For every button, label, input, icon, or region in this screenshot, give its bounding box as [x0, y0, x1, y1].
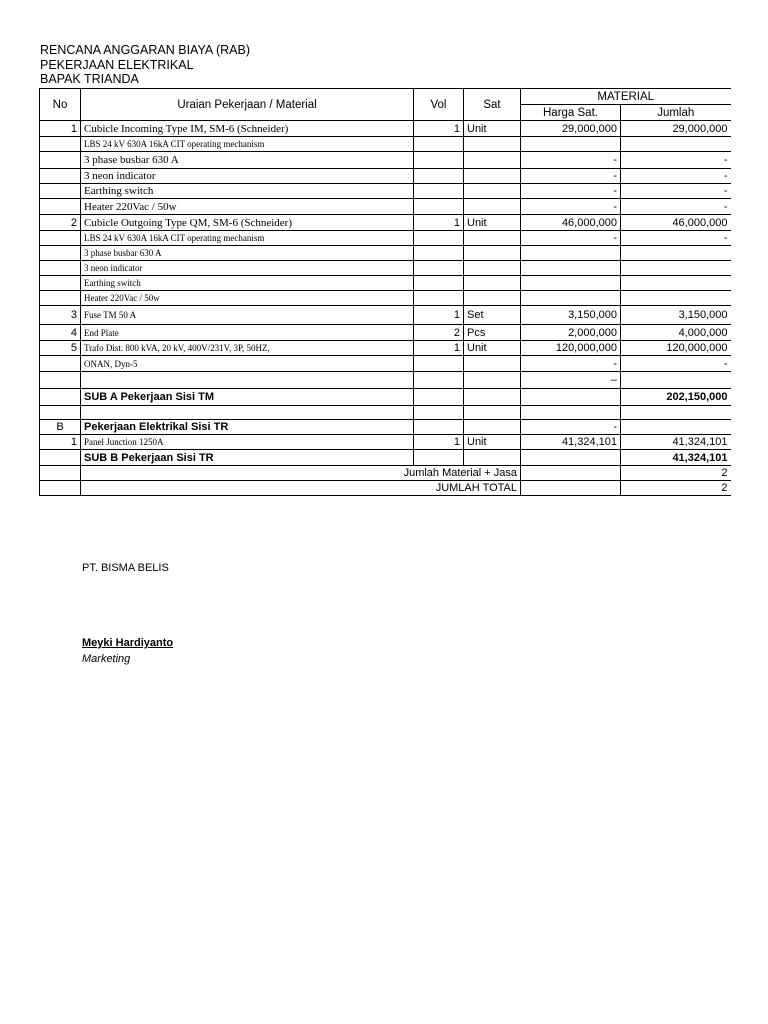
row-sat: Unit [464, 121, 521, 137]
row-sat: Set [464, 306, 521, 325]
company-name: PT. BISMA BELIS [82, 562, 169, 574]
row-vol: 1 [414, 306, 464, 325]
row-no [40, 169, 81, 184]
row-harga [521, 137, 621, 152]
total-harga [521, 466, 621, 481]
row-no [40, 231, 81, 246]
row-harga: 2,000,000 [521, 325, 621, 341]
total-row [40, 481, 731, 496]
row-sat: Unit [464, 341, 521, 356]
row-harga: 41,324,101 [521, 435, 621, 450]
table-row [40, 420, 731, 435]
table-row [40, 435, 731, 450]
row-harga [521, 276, 621, 291]
row-harga: - [521, 169, 621, 184]
row-sat [464, 356, 521, 372]
row-sat [464, 450, 521, 466]
row-no [40, 246, 81, 261]
table-row [40, 121, 731, 137]
row-description: SUB B Pekerjaan Sisi TR [81, 450, 414, 466]
total-label: Jumlah Material + Jasa [81, 466, 521, 481]
row-harga: 46,000,000 [521, 215, 621, 231]
row-sat [464, 246, 521, 261]
row-description: LBS 24 kV 630A 16kA CIT operating mechanism [81, 231, 414, 246]
row-sat [464, 261, 521, 276]
row-sat [464, 291, 521, 306]
total-jumlah: 2 [621, 481, 731, 496]
row-jumlah: 29,000,000 [621, 121, 731, 137]
row-no: B [40, 420, 81, 435]
row-vol [414, 261, 464, 276]
row-harga [521, 246, 621, 261]
row-description: ONAN, Dyn-5 [81, 356, 414, 372]
row-jumlah: - [621, 356, 731, 372]
row-harga: - [521, 199, 621, 215]
rab-table [39, 88, 731, 496]
row-vol: 1 [414, 341, 464, 356]
row-no [40, 372, 81, 389]
row-sat [464, 184, 521, 199]
table-row [40, 406, 731, 420]
row-vol [414, 389, 464, 406]
row-harga: - [521, 184, 621, 199]
row-description: 3 phase busbar 630 A [81, 152, 414, 169]
row-description: Panel Junction 1250A [81, 435, 414, 450]
row-no [40, 389, 81, 406]
table-row [40, 372, 731, 389]
row-description: Pekerjaan Elektrikal Sisi TR [81, 420, 414, 435]
row-description: Fuse TM 50 A [81, 306, 414, 325]
row-no: 1 [40, 121, 81, 137]
row-harga: - [521, 356, 621, 372]
row-sat [464, 199, 521, 215]
row-vol [414, 184, 464, 199]
total-row [40, 466, 731, 481]
row-vol [414, 372, 464, 389]
row-jumlah [621, 137, 731, 152]
table-row [40, 137, 731, 152]
row-vol [414, 291, 464, 306]
table-row [40, 261, 731, 276]
row-vol [414, 152, 464, 169]
row-description: Trafo Dist. 800 kVA, 20 kV, 400V/231V, 3P, 50HZ, [81, 341, 414, 356]
client-line: BAPAK TRIANDA [40, 72, 139, 86]
row-jumlah: 202,150,000 [621, 389, 731, 406]
row-harga [521, 450, 621, 466]
row-vol: 1 [414, 215, 464, 231]
row-harga: – [521, 372, 621, 389]
table-row [40, 291, 731, 306]
row-jumlah: 3,150,000 [621, 306, 731, 325]
row-jumlah: - [621, 199, 731, 215]
table-row [40, 199, 731, 215]
row-jumlah: 46,000,000 [621, 215, 731, 231]
header-row [40, 89, 731, 105]
row-no: 5 [40, 341, 81, 356]
row-description: End Plate [81, 325, 414, 341]
row-jumlah: - [621, 184, 731, 199]
row-jumlah: - [621, 152, 731, 169]
row-vol [414, 450, 464, 466]
row-no [40, 261, 81, 276]
table-row [40, 184, 731, 199]
row-jumlah [621, 261, 731, 276]
row-no [40, 137, 81, 152]
row-vol: 2 [414, 325, 464, 341]
row-description [81, 406, 414, 420]
row-no [40, 276, 81, 291]
row-vol [414, 406, 464, 420]
row-description: Heater 220Vac / 50w [81, 291, 414, 306]
row-harga: - [521, 152, 621, 169]
row-no [40, 356, 81, 372]
row-description: Heater 220Vac / 50w [81, 199, 414, 215]
row-no: 2 [40, 215, 81, 231]
header-uraian: Uraian Pekerjaan / Material [81, 89, 414, 121]
row-no [40, 199, 81, 215]
row-description: Earthing switch [81, 276, 414, 291]
row-no: 3 [40, 306, 81, 325]
row-jumlah: 120,000,000 [621, 341, 731, 356]
row-harga [521, 389, 621, 406]
row-vol [414, 199, 464, 215]
row-no [40, 406, 81, 420]
row-jumlah: 4,000,000 [621, 325, 731, 341]
row-no [40, 450, 81, 466]
row-jumlah: 41,324,101 [621, 435, 731, 450]
row-harga: 120,000,000 [521, 341, 621, 356]
row-jumlah [621, 420, 731, 435]
row-no: 4 [40, 325, 81, 341]
row-no: 1 [40, 435, 81, 450]
table-row [40, 356, 731, 372]
row-sat: Unit [464, 435, 521, 450]
row-vol: 1 [414, 435, 464, 450]
row-jumlah: - [621, 169, 731, 184]
total-label: JUMLAH TOTAL [81, 481, 521, 496]
table-row [40, 169, 731, 184]
table-row [40, 325, 731, 341]
row-harga [521, 291, 621, 306]
row-vol [414, 169, 464, 184]
row-vol [414, 420, 464, 435]
title-line: RENCANA ANGGARAN BIAYA (RAB) [40, 43, 251, 57]
row-harga: 29,000,000 [521, 121, 621, 137]
row-harga: - [521, 231, 621, 246]
row-vol [414, 231, 464, 246]
table-row [40, 215, 731, 231]
row-vol [414, 356, 464, 372]
row-description: Cubicle Outgoing Type QM, SM-6 (Schneider) [81, 215, 414, 231]
row-sat [464, 372, 521, 389]
row-jumlah: - [621, 231, 731, 246]
row-sat [464, 389, 521, 406]
table-row [40, 276, 731, 291]
row-vol: 1 [414, 121, 464, 137]
row-jumlah [621, 406, 731, 420]
row-description [81, 372, 414, 389]
row-vol [414, 276, 464, 291]
table-row [40, 450, 731, 466]
table-row [40, 306, 731, 325]
table-row [40, 389, 731, 406]
row-harga: 3,150,000 [521, 306, 621, 325]
row-jumlah [621, 276, 731, 291]
total-no [40, 481, 81, 496]
row-jumlah [621, 372, 731, 389]
row-description: Earthing switch [81, 184, 414, 199]
row-sat [464, 137, 521, 152]
document-titles [40, 43, 250, 87]
row-vol [414, 246, 464, 261]
row-no [40, 291, 81, 306]
header-harga: Harga Sat. [521, 105, 621, 121]
row-no [40, 152, 81, 169]
subtitle-line: PEKERJAAN ELEKTRIKAL [40, 57, 194, 72]
header-sat: Sat [464, 89, 521, 121]
table-row [40, 341, 731, 356]
row-jumlah [621, 246, 731, 261]
row-description: 3 neon indicator [81, 169, 414, 184]
row-sat [464, 231, 521, 246]
row-harga [521, 406, 621, 420]
row-sat: Unit [464, 215, 521, 231]
signer-title: Marketing [82, 653, 131, 665]
row-description: 3 phase busbar 630 A [81, 246, 414, 261]
total-harga [521, 481, 621, 496]
row-description: 3 neon indicator [81, 261, 414, 276]
row-jumlah [621, 291, 731, 306]
table-row [40, 231, 731, 246]
row-sat: Pcs [464, 325, 521, 341]
header-material: MATERIAL [521, 89, 731, 105]
row-sat [464, 420, 521, 435]
row-sat [464, 406, 521, 420]
table-row [40, 152, 731, 169]
header-vol: Vol [414, 89, 464, 121]
row-no [40, 184, 81, 199]
total-jumlah: 2 [621, 466, 731, 481]
row-description: SUB A Pekerjaan Sisi TM [81, 389, 414, 406]
header-no: No [40, 89, 81, 121]
signer-name: Meyki Hardiyanto [82, 637, 174, 649]
row-description: Cubicle Incoming Type IM, SM-6 (Schneider) [81, 121, 414, 137]
row-harga [521, 261, 621, 276]
total-no [40, 466, 81, 481]
header-jumlah: Jumlah [621, 105, 731, 121]
row-sat [464, 169, 521, 184]
row-sat [464, 276, 521, 291]
row-vol [414, 137, 464, 152]
row-description: LBS 24 kV 630A 16kA CIT operating mechanism [81, 137, 414, 152]
table-row [40, 246, 731, 261]
row-jumlah: 41,324,101 [621, 450, 731, 466]
row-sat [464, 152, 521, 169]
row-harga: - [521, 420, 621, 435]
